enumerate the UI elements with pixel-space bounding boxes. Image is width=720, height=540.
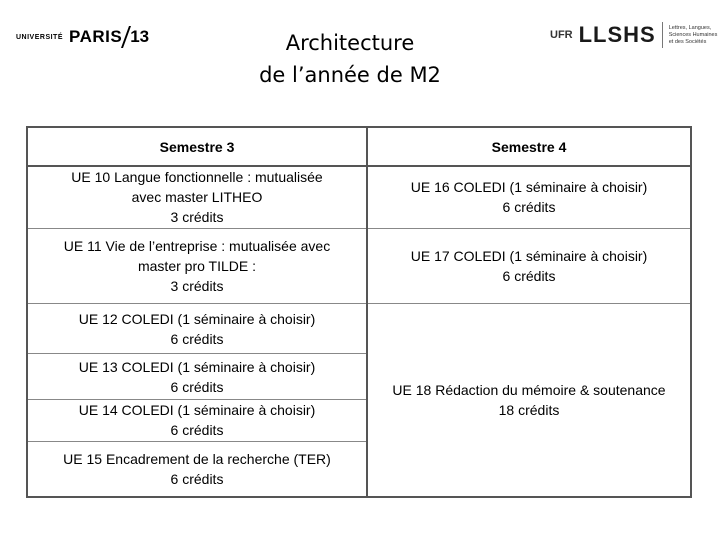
table-header-row (27, 127, 691, 166)
cell-ue15: UE 15 Encadrement de la recherche (TER) 6 crédits (27, 442, 367, 497)
universite-paris13-logo (16, 22, 149, 52)
ufr-llshs-logo (550, 22, 717, 48)
m2-architecture-table (26, 126, 692, 498)
cell-ue10: UE 10 Langue fonctionnelle : mutualisée avec master LITHEO 3 crédits (27, 166, 367, 228)
page-title-line1: Architecture (285, 31, 415, 55)
table-row (27, 228, 691, 304)
ufr-subtitle: Lettres, Langues, Sciences Humaines et des Sociétés (668, 24, 718, 45)
llshs-label: LLSHS (578, 22, 656, 47)
cell-ue17: UE 17 COLEDI (1 séminaire à choisir) 6 crédits (367, 228, 691, 304)
logo-paris-text: PARIS (69, 27, 123, 46)
ufr-label: UFR (550, 29, 573, 41)
cell-ue12: UE 12 COLEDI (1 séminaire à choisir) 6 crédits (27, 304, 367, 354)
cell-ue11: UE 11 Vie de l’entreprise : mutualisée avec master pro TILDE : 3 crédits (27, 228, 367, 304)
header-semestre-4: Semestre 4 (367, 127, 691, 166)
table-row (27, 166, 691, 228)
cell-ue18: UE 18 Rédaction du mémoire & soutenance 18 crédits (367, 304, 691, 497)
cell-ue14: UE 14 COLEDI (1 séminaire à choisir) 6 crédits (27, 399, 367, 441)
page-title (190, 27, 510, 91)
header-semestre-3: Semestre 3 (27, 127, 367, 166)
cell-ue16: UE 16 COLEDI (1 séminaire à choisir) 6 crédits (367, 166, 691, 228)
logo-universite-text: UNIVERSITÉ (16, 33, 64, 41)
table-row (27, 304, 691, 354)
ufr-logo-divider (662, 22, 663, 48)
page-title-line2: de l’année de M2 (259, 63, 441, 87)
cell-ue13: UE 13 COLEDI (1 séminaire à choisir) 6 crédits (27, 354, 367, 399)
logo-number-text: 13 (130, 27, 150, 46)
